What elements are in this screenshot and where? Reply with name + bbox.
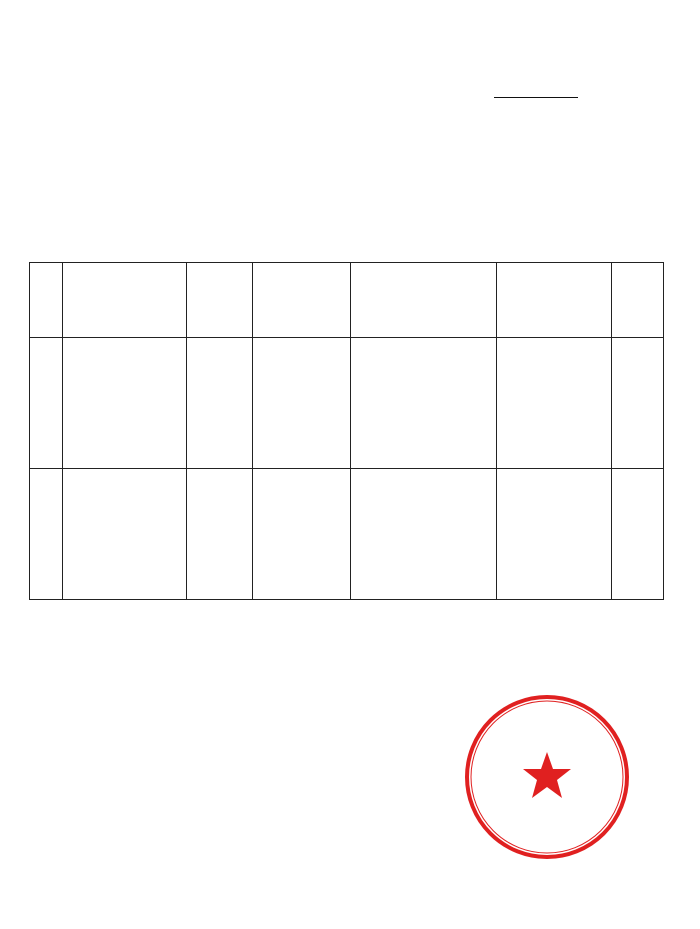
right-type	[253, 469, 351, 600]
serial-number-blank	[494, 83, 578, 98]
header-cell	[497, 263, 612, 338]
property-unit-number	[351, 338, 497, 469]
certificate-number	[63, 338, 187, 469]
property-location	[497, 338, 612, 469]
certificate-number	[63, 469, 187, 600]
header-cell	[612, 263, 664, 338]
notice-body	[28, 140, 668, 174]
header-cell	[30, 263, 63, 338]
remark	[612, 469, 664, 600]
header-cell	[63, 263, 187, 338]
property-unit-number	[351, 469, 497, 600]
header-cell	[253, 263, 351, 338]
serial-number-field	[492, 80, 578, 98]
seal-graphic	[462, 692, 632, 862]
right-holder	[187, 338, 253, 469]
table-header-row	[30, 263, 664, 338]
table-row	[30, 338, 664, 469]
row-number	[30, 469, 63, 600]
property-location	[497, 469, 612, 600]
right-holder	[187, 469, 253, 600]
header-cell	[351, 263, 497, 338]
void-notice-table	[29, 262, 664, 600]
row-number	[30, 338, 63, 469]
star-icon	[523, 752, 571, 798]
table-row	[30, 469, 664, 600]
remark	[612, 338, 664, 469]
header-cell	[187, 263, 253, 338]
official-seal	[462, 692, 632, 862]
right-type	[253, 338, 351, 469]
